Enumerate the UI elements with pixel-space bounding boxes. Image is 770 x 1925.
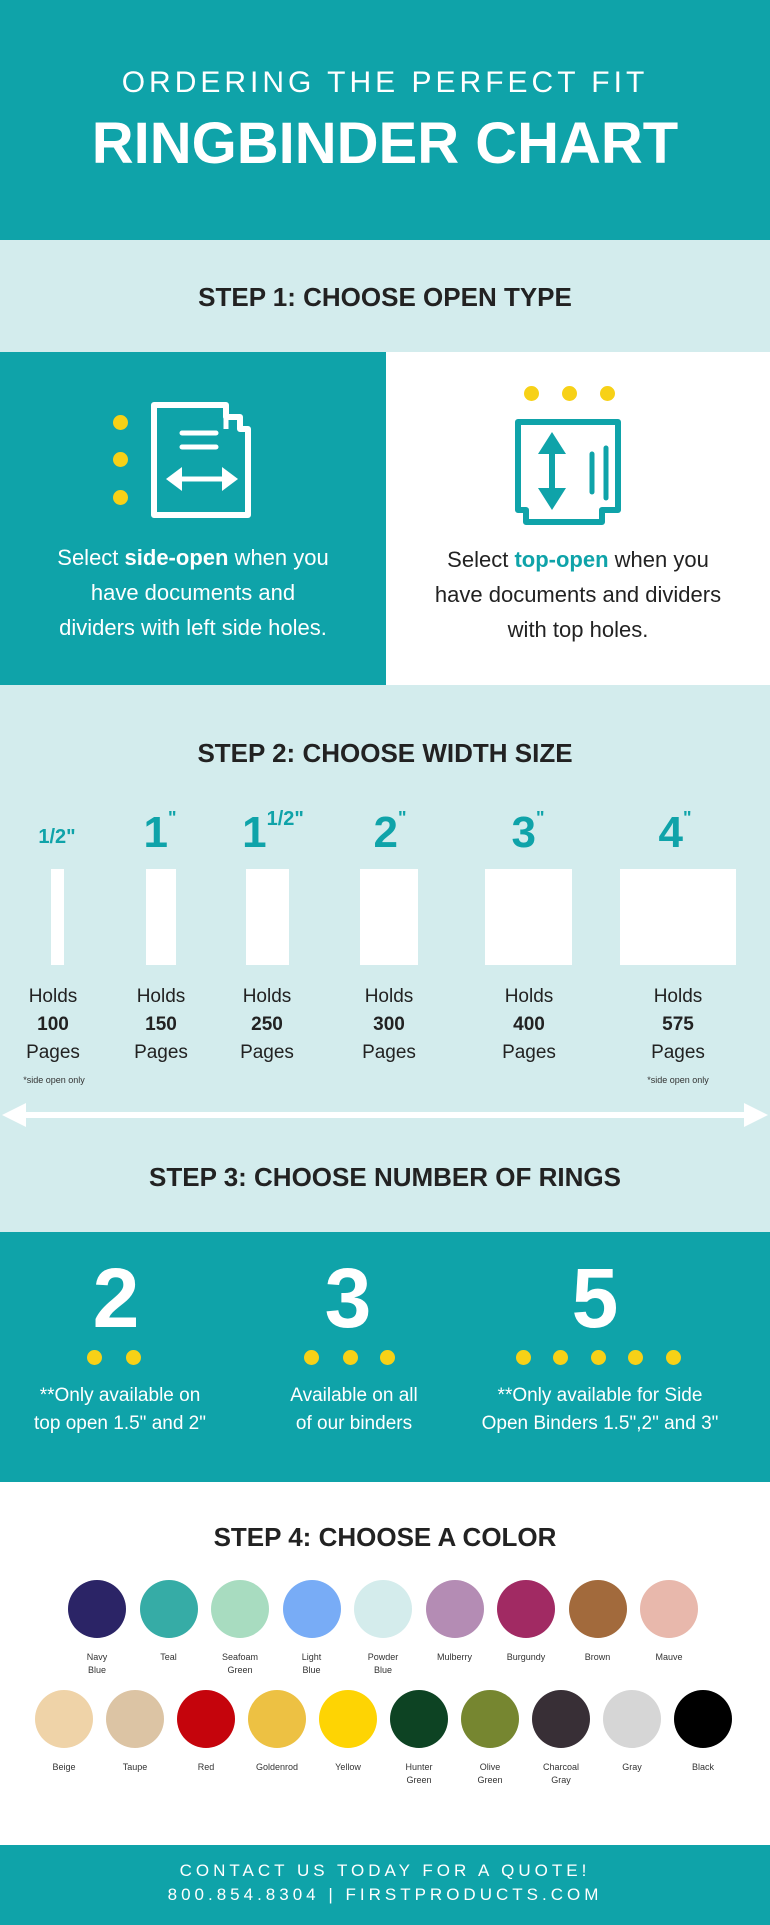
hole-dot: [113, 452, 128, 467]
holds-4: [618, 983, 738, 1067]
ring-2-line1: **Only available on: [39, 1385, 201, 1406]
pages-count: 400: [513, 1014, 545, 1035]
ring-dot: [126, 1350, 141, 1365]
step3-title: STEP 3: CHOOSE NUMBER OF RINGS: [149, 1162, 621, 1192]
color-label-line: Green: [227, 1665, 253, 1675]
hole-dot: [562, 386, 577, 401]
rings-panel: [0, 1232, 770, 1482]
holds-word: Holds: [136, 986, 186, 1007]
header-pretitle: ORDERING THE PERFECT FIT: [121, 66, 649, 99]
side-open-text-post: when you: [228, 545, 329, 570]
ring-3-text: [234, 1382, 474, 1438]
ring-dot: [553, 1350, 568, 1365]
color-label-line: Gray: [622, 1762, 642, 1772]
ring-dot: [628, 1350, 643, 1365]
color-swatch-area: [0, 1580, 770, 1800]
top-open-line3: with top holes.: [507, 617, 649, 642]
color-label-black: [668, 1761, 738, 1774]
top-open-highlight: top-open: [514, 547, 609, 572]
color-swatch-goldenrod[interactable]: [248, 1690, 306, 1748]
color-label-brown: [563, 1651, 633, 1664]
ring-dot: [591, 1350, 606, 1365]
color-swatch-mauve[interactable]: [640, 1580, 698, 1638]
color-label-line: Blue: [302, 1665, 321, 1675]
size-label-3: 3": [511, 808, 545, 857]
holds-word: Holds: [28, 986, 78, 1007]
size-label-1-5: $1^{1/2"}$: [242, 808, 304, 857]
ring-count-5: 5: [571, 1251, 619, 1345]
top-open-panel: [386, 352, 770, 685]
color-label-line: Brown: [584, 1652, 611, 1662]
ring-count-3: 3: [324, 1251, 372, 1345]
width-bar-3: [485, 869, 572, 965]
top-open-text: [386, 542, 770, 647]
size-label-1: 1": [143, 808, 177, 857]
hole-dot: [113, 415, 128, 430]
side-open-line2: have documents and: [90, 580, 296, 605]
color-label-light-blue: [277, 1651, 347, 1677]
ring-dot: [304, 1350, 319, 1365]
color-label-line: Light: [301, 1652, 322, 1662]
color-label-line: Navy: [86, 1652, 108, 1662]
ring-dot: [343, 1350, 358, 1365]
ring-dot: [516, 1350, 531, 1365]
hole-dot: [600, 386, 615, 401]
color-label-line: Black: [691, 1762, 714, 1772]
top-open-line2: have documents and dividers: [434, 582, 722, 607]
hole-dot: [524, 386, 539, 401]
color-label-line: Green: [406, 1775, 432, 1785]
color-label-navy-blue: [62, 1651, 132, 1677]
pages-word: Pages: [651, 1042, 705, 1063]
ring-dot: [87, 1350, 102, 1365]
holds-half: [0, 983, 113, 1067]
color-label-line: Olive: [479, 1762, 501, 1772]
ring-5-line1: **Only available for Side: [497, 1385, 703, 1406]
side-open-text-pre: Select: [57, 545, 125, 570]
footer-contact: 800.854.8304 | FIRSTPRODUCTS.COM: [167, 1885, 603, 1904]
color-swatch-beige[interactable]: [35, 1690, 93, 1748]
color-swatch-light-blue[interactable]: [283, 1580, 341, 1638]
color-label-line: Burgundy: [506, 1652, 546, 1662]
color-swatch-hunter-green[interactable]: [390, 1690, 448, 1748]
ring-5-text: [460, 1382, 740, 1438]
side-open-note: *side open only: [647, 1075, 709, 1085]
holds-word: Holds: [504, 986, 554, 1007]
color-label-beige: [29, 1761, 99, 1774]
width-bar-2: [360, 869, 418, 965]
ring-5-line2: Open Binders 1.5",2" and 3": [481, 1413, 719, 1434]
width-bar-1-5: [246, 869, 289, 965]
holds-3: [469, 983, 589, 1067]
side-open-text: [0, 540, 386, 645]
color-swatch-gray[interactable]: [603, 1690, 661, 1748]
pages-word: Pages: [502, 1042, 556, 1063]
color-swatch-burgundy[interactable]: [497, 1580, 555, 1638]
step4-title: STEP 4: CHOOSE A COLOR: [213, 1522, 557, 1552]
footer-cta: CONTACT US TODAY FOR A QUOTE!: [179, 1861, 591, 1880]
color-label-red: [171, 1761, 241, 1774]
ring-dot: [666, 1350, 681, 1365]
color-swatch-black[interactable]: [674, 1690, 732, 1748]
size-label-half: 1/2": [38, 826, 76, 848]
side-open-binder-icon: [144, 399, 259, 521]
ring-count-2: 2: [92, 1251, 140, 1345]
top-open-binder-icon: [506, 414, 634, 530]
color-label-line: Blue: [373, 1665, 392, 1675]
color-label-line: Mulberry: [436, 1652, 472, 1662]
color-label-taupe: [100, 1761, 170, 1774]
side-open-line3: dividers with left side holes.: [59, 615, 327, 640]
color-label-hunter-green: [384, 1761, 454, 1787]
holds-1: [101, 983, 221, 1067]
color-label-charcoal-gray: [526, 1761, 596, 1787]
color-swatch-red[interactable]: [177, 1690, 235, 1748]
width-bar-1: [146, 869, 176, 965]
size-label-2: 2": [373, 808, 407, 857]
pages-word: Pages: [26, 1042, 80, 1063]
color-swatch-navy-blue[interactable]: [68, 1580, 126, 1638]
color-label-line: Red: [197, 1762, 215, 1772]
color-label-line: Beige: [52, 1762, 76, 1772]
step2-title: STEP 2: CHOOSE WIDTH SIZE: [197, 738, 573, 768]
color-label-line: Blue: [87, 1665, 106, 1675]
color-swatch-yellow[interactable]: [319, 1690, 377, 1748]
ring-3-line2: of our binders: [295, 1413, 413, 1434]
hole-dot: [113, 490, 128, 505]
color-label-line: Goldenrod: [255, 1762, 299, 1772]
color-label-line: Green: [477, 1775, 503, 1785]
ring-3-line1: Available on all: [290, 1385, 418, 1406]
color-swatch-taupe[interactable]: [106, 1690, 164, 1748]
size-label-4: 4": [658, 808, 692, 857]
side-open-panel: [0, 352, 386, 685]
side-open-note: *side open only: [23, 1075, 85, 1085]
color-swatch-charcoal-gray[interactable]: [532, 1690, 590, 1748]
color-label-line: Taupe: [122, 1762, 148, 1772]
color-swatch-brown[interactable]: [569, 1580, 627, 1638]
color-label-line: Hunter: [405, 1762, 433, 1772]
page-title: RINGBINDER CHART: [91, 111, 679, 176]
color-swatch-powder-blue[interactable]: [354, 1580, 412, 1638]
pages-count: 575: [662, 1014, 694, 1035]
color-swatch-mulberry[interactable]: [426, 1580, 484, 1638]
ring-2-line2: top open 1.5" and 2": [34, 1413, 206, 1434]
side-open-highlight: side-open: [124, 545, 229, 570]
color-label-line: Charcoal: [542, 1762, 580, 1772]
color-label-line: Mauve: [655, 1652, 683, 1662]
holds-1-5: [207, 983, 327, 1067]
color-label-mauve: [634, 1651, 704, 1664]
color-label-line: Yellow: [335, 1762, 361, 1772]
pages-count: 150: [145, 1014, 177, 1035]
color-label-yellow: [313, 1761, 383, 1774]
color-swatch-olive-green[interactable]: [461, 1690, 519, 1748]
top-open-text-pre: Select: [447, 547, 515, 572]
double-arrow-icon: [0, 1100, 770, 1130]
color-label-gray: [597, 1761, 667, 1774]
holds-word: Holds: [653, 986, 703, 1007]
holds-word: Holds: [364, 986, 414, 1007]
color-label-teal: [134, 1651, 204, 1664]
color-label-mulberry: [420, 1651, 490, 1664]
color-label-seafoam-green: [205, 1651, 275, 1677]
color-label-olive-green: [455, 1761, 525, 1787]
pages-word: Pages: [134, 1042, 188, 1063]
color-label-burgundy: [491, 1651, 561, 1664]
color-label-goldenrod: [242, 1761, 312, 1774]
top-open-text-post: when you: [608, 547, 709, 572]
pages-word: Pages: [240, 1042, 294, 1063]
holds-word: Holds: [242, 986, 292, 1007]
pages-count: 250: [251, 1014, 283, 1035]
color-label-powder-blue: [348, 1651, 418, 1677]
color-label-line: Seafoam: [221, 1652, 259, 1662]
width-bar-4: [620, 869, 736, 965]
pages-count: 300: [373, 1014, 405, 1035]
step1-title: STEP 1: CHOOSE OPEN TYPE: [198, 282, 572, 312]
color-swatch-seafoam-green[interactable]: [211, 1580, 269, 1638]
width-bar-half: [51, 869, 64, 965]
color-label-line: Gray: [551, 1775, 571, 1785]
pages-count: 100: [37, 1014, 69, 1035]
ring-dot: [380, 1350, 395, 1365]
color-label-line: Teal: [160, 1652, 177, 1662]
pages-word: Pages: [362, 1042, 416, 1063]
color-swatch-teal[interactable]: [140, 1580, 198, 1638]
holds-2: [329, 983, 449, 1067]
ring-2-text: [0, 1382, 240, 1438]
color-label-line: Powder: [367, 1652, 399, 1662]
